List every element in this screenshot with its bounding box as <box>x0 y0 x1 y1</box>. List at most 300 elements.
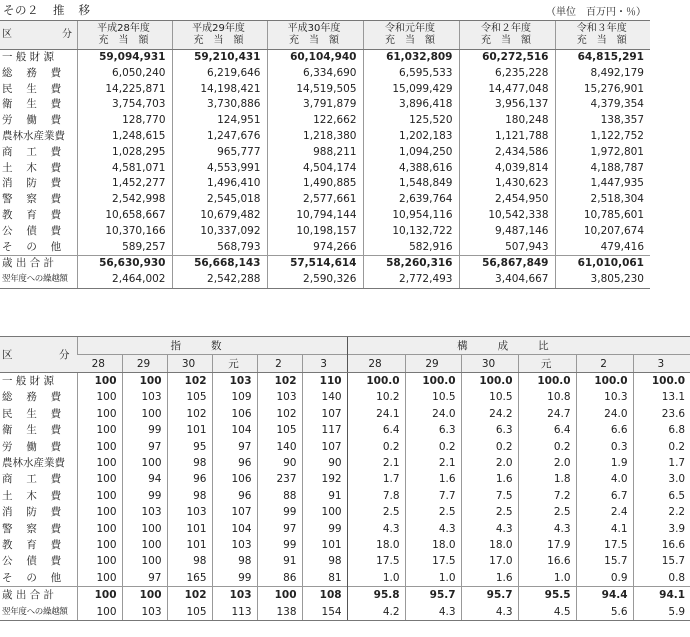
index-cell: 100 <box>122 373 167 390</box>
index-cell: 99 <box>212 570 257 587</box>
amount-cell: 8,492,179 <box>555 66 650 82</box>
amount-cell: 10,542,338 <box>459 208 555 224</box>
composition-cell: 4.0 <box>576 471 633 487</box>
composition-cell: 23.6 <box>633 406 690 422</box>
index-cell: 100 <box>77 537 122 553</box>
composition-cell: 2.0 <box>461 455 518 471</box>
index-cell: 102 <box>257 373 302 390</box>
table-row <box>0 272 650 288</box>
index-cell: 154 <box>302 604 347 621</box>
amount-cell: 61,010,061 <box>555 256 650 272</box>
table-row <box>0 521 690 537</box>
section-title-main: 推移 <box>53 3 104 17</box>
table2-group-header-row <box>0 337 690 355</box>
section-title-prefix: その２ <box>3 3 39 17</box>
amount-cell: 1,490,885 <box>267 176 363 192</box>
index-cell: 98 <box>212 553 257 569</box>
composition-cell: 5.6 <box>576 604 633 621</box>
index-cell: 107 <box>302 439 347 455</box>
index-cell: 102 <box>167 373 212 390</box>
amount-cell: 582,916 <box>363 240 459 256</box>
index-cell: 105 <box>257 422 302 438</box>
index-cell: 237 <box>257 471 302 487</box>
composition-cell: 18.0 <box>347 537 405 553</box>
composition-cell: 1.9 <box>576 455 633 471</box>
composition-cell: 10.8 <box>518 389 576 405</box>
amount-cell: 1,447,935 <box>555 176 650 192</box>
composition-cell: 2.5 <box>405 504 461 520</box>
amount-cell: 2,518,304 <box>555 192 650 208</box>
composition-cell: 2.1 <box>347 455 405 471</box>
index-cell: 104 <box>212 422 257 438</box>
composition-cell: 2.5 <box>461 504 518 520</box>
row-label: 消 防 費 <box>2 506 62 519</box>
amount-cell: 1,218,380 <box>267 129 363 145</box>
index-cell: 100 <box>257 587 302 604</box>
table-row <box>0 553 690 569</box>
index-cell: 98 <box>167 553 212 569</box>
composition-cell: 6.7 <box>576 488 633 504</box>
index-cell: 100 <box>77 587 122 604</box>
amount-cell: 6,334,690 <box>267 66 363 82</box>
amount-cell: 3,896,418 <box>363 97 459 113</box>
amount-cell: 60,272,516 <box>459 50 555 66</box>
amount-cell: 1,248,615 <box>77 129 172 145</box>
composition-cell: 17.5 <box>347 553 405 569</box>
amount-cell: 6,219,646 <box>172 66 267 82</box>
amount-cell: 3,404,667 <box>459 272 555 288</box>
row-label: 公 債 費 <box>2 224 62 237</box>
composition-cell: 1.0 <box>405 570 461 587</box>
index-cell: 98 <box>167 488 212 504</box>
composition-cell: 10.2 <box>347 389 405 405</box>
index-cell: 97 <box>122 439 167 455</box>
composition-cell: 24.0 <box>576 406 633 422</box>
amount-cell: 10,658,667 <box>77 208 172 224</box>
table-row <box>0 373 690 390</box>
index-cell: 110 <box>302 373 347 390</box>
composition-cell: 3.9 <box>633 521 690 537</box>
amount-cell: 14,225,871 <box>77 82 172 98</box>
table-row <box>0 504 690 520</box>
index-cell: 90 <box>302 455 347 471</box>
index-cell: 105 <box>167 389 212 405</box>
amount-cell: 61,032,809 <box>363 50 459 66</box>
composition-cell: 0.2 <box>461 439 518 455</box>
composition-cell: 1.6 <box>461 570 518 587</box>
table-row <box>0 66 650 82</box>
amount-cell: 14,198,421 <box>172 82 267 98</box>
row-label: 一 般 財 源 <box>2 51 55 63</box>
table-row <box>0 224 650 240</box>
composition-cell: 100.0 <box>461 373 518 390</box>
table2-subheader-year-2: 29 <box>122 355 167 373</box>
index-cell: 100 <box>77 373 122 390</box>
composition-cell: 18.0 <box>461 537 518 553</box>
index-cell: 102 <box>167 587 212 604</box>
index-cell: 96 <box>212 455 257 471</box>
composition-cell: 100.0 <box>518 373 576 390</box>
table1-header-row <box>0 21 650 50</box>
amount-cell: 1,972,801 <box>555 145 650 161</box>
amount-cell: 128,770 <box>77 113 172 129</box>
composition-cell: 4.2 <box>347 604 405 621</box>
index-cell: 104 <box>212 521 257 537</box>
index-cell: 103 <box>212 537 257 553</box>
row-label: 教 育 費 <box>2 208 62 221</box>
composition-cell: 1.8 <box>518 471 576 487</box>
amount-cell: 2,577,661 <box>267 192 363 208</box>
amount-cell: 180,248 <box>459 113 555 129</box>
index-cell: 100 <box>77 471 122 487</box>
amount-cell: 4,379,354 <box>555 97 650 113</box>
table2-subheader-row <box>0 355 690 373</box>
index-cell: 91 <box>257 553 302 569</box>
index-cell: 90 <box>257 455 302 471</box>
amount-cell: 15,099,429 <box>363 82 459 98</box>
composition-cell: 7.8 <box>347 488 405 504</box>
composition-cell: 1.0 <box>347 570 405 587</box>
composition-cell: 24.2 <box>461 406 518 422</box>
composition-cell: 4.3 <box>518 521 576 537</box>
amount-cell: 2,464,002 <box>77 272 172 288</box>
amount-cell: 4,388,616 <box>363 161 459 177</box>
table-row <box>0 97 650 113</box>
amount-cell: 2,542,998 <box>77 192 172 208</box>
amount-cell: 507,943 <box>459 240 555 256</box>
table2-subheader-year-7: 28 <box>347 355 405 373</box>
table1-header-year-3: 平成30年度 充 当 額 <box>267 21 363 50</box>
index-cell: 100 <box>122 521 167 537</box>
composition-cell: 2.1 <box>405 455 461 471</box>
row-label: 警 察 費 <box>2 522 62 535</box>
table-row <box>0 256 650 272</box>
composition-cell: 1.0 <box>518 570 576 587</box>
table-row <box>0 192 650 208</box>
table-row <box>0 570 690 587</box>
amount-cell: 568,793 <box>172 240 267 256</box>
table-row <box>0 240 650 256</box>
index-cell: 94 <box>122 471 167 487</box>
table1-header-year-5: 令和２年度 充 当 額 <box>459 21 555 50</box>
amount-cell: 10,679,482 <box>172 208 267 224</box>
row-label: 一 般 財 源 <box>2 375 55 387</box>
amount-cell: 138,357 <box>555 113 650 129</box>
row-label: 労 働 費 <box>2 440 62 453</box>
index-cell: 105 <box>167 604 212 621</box>
composition-cell: 3.0 <box>633 471 690 487</box>
index-cell: 107 <box>212 504 257 520</box>
index-cell: 100 <box>77 521 122 537</box>
composition-cell: 16.6 <box>518 553 576 569</box>
row-label: そ の 他 <box>2 571 62 584</box>
composition-cell: 0.9 <box>576 570 633 587</box>
row-label: 商 工 費 <box>2 145 62 158</box>
index-cell: 100 <box>77 504 122 520</box>
composition-cell: 6.4 <box>518 422 576 438</box>
amount-cell: 9,487,146 <box>459 224 555 240</box>
amount-cell: 1,452,277 <box>77 176 172 192</box>
composition-cell: 2.5 <box>518 504 576 520</box>
section-title <box>3 2 104 18</box>
composition-cell: 0.8 <box>633 570 690 587</box>
composition-cell: 100.0 <box>405 373 461 390</box>
table1-header-year-1: 平成28年度 充 当 額 <box>77 21 172 50</box>
composition-cell: 17.5 <box>576 537 633 553</box>
amount-cell: 56,668,143 <box>172 256 267 272</box>
index-cell: 96 <box>167 471 212 487</box>
index-cell: 100 <box>77 406 122 422</box>
table-row <box>0 439 690 455</box>
composition-cell: 95.5 <box>518 587 576 604</box>
table2-group-index: 指数 <box>77 337 347 355</box>
row-label: 警 察 費 <box>2 193 62 206</box>
composition-cell: 0.2 <box>347 439 405 455</box>
amount-cell: 1,122,752 <box>555 129 650 145</box>
composition-cell: 0.3 <box>576 439 633 455</box>
unit-note: （単位 百万円・％） <box>546 7 646 18</box>
amount-cell: 3,754,703 <box>77 97 172 113</box>
amount-cell: 59,210,431 <box>172 50 267 66</box>
row-label: 農林水産業費 <box>2 457 65 470</box>
amount-cell: 2,434,586 <box>459 145 555 161</box>
row-label: 翌年度への繰越額 <box>0 604 77 621</box>
table2-subheader-year-11: 2 <box>576 355 633 373</box>
amount-cell: 6,595,533 <box>363 66 459 82</box>
composition-cell: 6.3 <box>405 422 461 438</box>
composition-cell: 15.7 <box>576 553 633 569</box>
composition-cell: 7.5 <box>461 488 518 504</box>
composition-cell: 94.4 <box>576 587 633 604</box>
composition-cell: 10.5 <box>461 389 518 405</box>
amount-cell: 125,520 <box>363 113 459 129</box>
composition-cell: 2.2 <box>633 504 690 520</box>
table-row <box>0 389 690 405</box>
table2-group-composition: 構成比 <box>347 337 690 355</box>
composition-cell: 1.7 <box>633 455 690 471</box>
composition-cell: 6.4 <box>347 422 405 438</box>
amount-cell: 10,337,092 <box>172 224 267 240</box>
row-label: 土 木 費 <box>2 161 62 174</box>
index-cell: 140 <box>257 439 302 455</box>
amount-cell: 1,202,183 <box>363 129 459 145</box>
index-cell: 100 <box>77 439 122 455</box>
table-row <box>0 455 690 471</box>
amount-cell: 4,039,814 <box>459 161 555 177</box>
composition-cell: 10.5 <box>405 389 461 405</box>
index-cell: 165 <box>167 570 212 587</box>
amount-cell: 589,257 <box>77 240 172 256</box>
row-label: 農林水産業費 <box>2 129 65 142</box>
row-label: 土 木 費 <box>2 489 62 502</box>
amount-cell: 2,590,326 <box>267 272 363 288</box>
index-cell: 109 <box>212 389 257 405</box>
index-cell: 99 <box>257 504 302 520</box>
amount-cell: 974,266 <box>267 240 363 256</box>
amount-cell: 58,260,316 <box>363 256 459 272</box>
table-row <box>0 50 650 66</box>
index-cell: 100 <box>122 553 167 569</box>
index-cell: 81 <box>302 570 347 587</box>
index-cell: 99 <box>302 521 347 537</box>
row-label: 総 務 費 <box>2 391 62 404</box>
index-cell: 106 <box>212 471 257 487</box>
amount-cell: 1,496,410 <box>172 176 267 192</box>
index-cell: 100 <box>122 455 167 471</box>
table2-subheader-year-5: 2 <box>257 355 302 373</box>
index-cell: 103 <box>167 504 212 520</box>
table-row <box>0 145 650 161</box>
composition-cell: 4.3 <box>461 521 518 537</box>
amount-cell: 2,454,950 <box>459 192 555 208</box>
composition-cell: 4.3 <box>405 521 461 537</box>
index-cell: 101 <box>302 537 347 553</box>
table-row <box>0 176 650 192</box>
row-label: そ の 他 <box>2 240 62 253</box>
index-cell: 88 <box>257 488 302 504</box>
index-cell: 86 <box>257 570 302 587</box>
index-cell: 97 <box>257 521 302 537</box>
amount-cell: 10,198,157 <box>267 224 363 240</box>
amount-cell: 60,104,940 <box>267 50 363 66</box>
amount-cell: 6,050,240 <box>77 66 172 82</box>
row-label: 公 債 費 <box>2 555 62 568</box>
amount-cell: 1,121,788 <box>459 129 555 145</box>
index-cell: 100 <box>302 504 347 520</box>
index-cell: 103 <box>122 389 167 405</box>
composition-cell: 7.7 <box>405 488 461 504</box>
composition-cell: 100.0 <box>347 373 405 390</box>
amount-cell: 2,545,018 <box>172 192 267 208</box>
index-cell: 100 <box>77 570 122 587</box>
index-cell: 140 <box>302 389 347 405</box>
composition-cell: 95.8 <box>347 587 405 604</box>
table-row <box>0 113 650 129</box>
amount-cell: 15,276,901 <box>555 82 650 98</box>
composition-cell: 1.6 <box>405 471 461 487</box>
composition-cell: 95.7 <box>405 587 461 604</box>
index-cell: 106 <box>212 406 257 422</box>
index-cell: 100 <box>77 389 122 405</box>
composition-cell: 2.5 <box>347 504 405 520</box>
amount-cell: 6,235,228 <box>459 66 555 82</box>
table2-subheader-year-10: 元 <box>518 355 576 373</box>
composition-cell: 24.0 <box>405 406 461 422</box>
table2-subheader-year-1: 28 <box>77 355 122 373</box>
table2-body <box>0 373 690 621</box>
composition-cell: 6.8 <box>633 422 690 438</box>
row-label: 消 防 費 <box>2 177 62 190</box>
row-label: 商 工 費 <box>2 473 62 486</box>
amount-cell: 4,553,991 <box>172 161 267 177</box>
composition-cell: 13.1 <box>633 389 690 405</box>
composition-cell: 6.5 <box>633 488 690 504</box>
composition-cell: 100.0 <box>576 373 633 390</box>
composition-cell: 94.1 <box>633 587 690 604</box>
index-cell: 117 <box>302 422 347 438</box>
composition-cell: 0.2 <box>518 439 576 455</box>
composition-cell: 16.6 <box>633 537 690 553</box>
amount-cell: 10,207,674 <box>555 224 650 240</box>
table1-body <box>0 50 650 289</box>
composition-cell: 6.6 <box>576 422 633 438</box>
amount-cell: 10,794,144 <box>267 208 363 224</box>
composition-cell: 1.7 <box>347 471 405 487</box>
row-label: 翌年度への繰越額 <box>0 272 77 288</box>
amount-cell: 2,772,493 <box>363 272 459 288</box>
amount-cell: 3,956,137 <box>459 97 555 113</box>
table1-header-year-2: 平成29年度 充 当 額 <box>172 21 267 50</box>
composition-cell: 17.5 <box>405 553 461 569</box>
index-cell: 101 <box>167 537 212 553</box>
composition-cell: 4.1 <box>576 521 633 537</box>
table2-subheader-year-12: 3 <box>633 355 690 373</box>
row-label: 歳 出 合 計 <box>0 256 77 272</box>
table-row <box>0 471 690 487</box>
index-cell: 100 <box>77 604 122 621</box>
amount-cell: 56,630,930 <box>77 256 172 272</box>
row-label: 労 働 費 <box>2 114 62 127</box>
amount-cell: 14,519,505 <box>267 82 363 98</box>
index-cell: 101 <box>167 521 212 537</box>
index-cell: 108 <box>302 587 347 604</box>
allocation-amount-table <box>0 20 650 289</box>
table2-subheader-year-4: 元 <box>212 355 257 373</box>
amount-cell: 57,514,614 <box>267 256 363 272</box>
amount-cell: 124,951 <box>172 113 267 129</box>
index-cell: 103 <box>212 373 257 390</box>
index-cell: 102 <box>167 406 212 422</box>
index-cell: 103 <box>122 504 167 520</box>
table-row <box>0 406 690 422</box>
table1-header-year-4: 令和元年度 充 当 額 <box>363 21 459 50</box>
index-cell: 101 <box>167 422 212 438</box>
row-label: 民 生 費 <box>2 407 62 420</box>
index-cell: 95 <box>167 439 212 455</box>
table-row <box>0 82 650 98</box>
composition-cell: 24.1 <box>347 406 405 422</box>
index-cell: 91 <box>302 488 347 504</box>
index-cell: 98 <box>167 455 212 471</box>
index-cell: 100 <box>77 488 122 504</box>
index-cell: 107 <box>302 406 347 422</box>
amount-cell: 1,247,676 <box>172 129 267 145</box>
index-and-composition-table <box>0 336 690 621</box>
index-cell: 138 <box>257 604 302 621</box>
composition-cell: 6.3 <box>461 422 518 438</box>
composition-cell: 0.2 <box>405 439 461 455</box>
index-cell: 103 <box>257 389 302 405</box>
composition-cell: 7.2 <box>518 488 576 504</box>
amount-cell: 3,730,886 <box>172 97 267 113</box>
table-row <box>0 604 690 621</box>
composition-cell: 15.7 <box>633 553 690 569</box>
index-cell: 99 <box>122 488 167 504</box>
amount-cell: 965,777 <box>172 145 267 161</box>
amount-cell: 1,548,849 <box>363 176 459 192</box>
index-cell: 103 <box>122 604 167 621</box>
composition-cell: 5.9 <box>633 604 690 621</box>
row-label: 教 育 費 <box>2 539 62 552</box>
amount-cell: 2,639,764 <box>363 192 459 208</box>
composition-cell: 95.7 <box>461 587 518 604</box>
composition-cell: 4.3 <box>461 604 518 621</box>
composition-cell: 4.5 <box>518 604 576 621</box>
index-cell: 100 <box>122 406 167 422</box>
table-row <box>0 537 690 553</box>
composition-cell: 0.2 <box>633 439 690 455</box>
composition-cell: 100.0 <box>633 373 690 390</box>
